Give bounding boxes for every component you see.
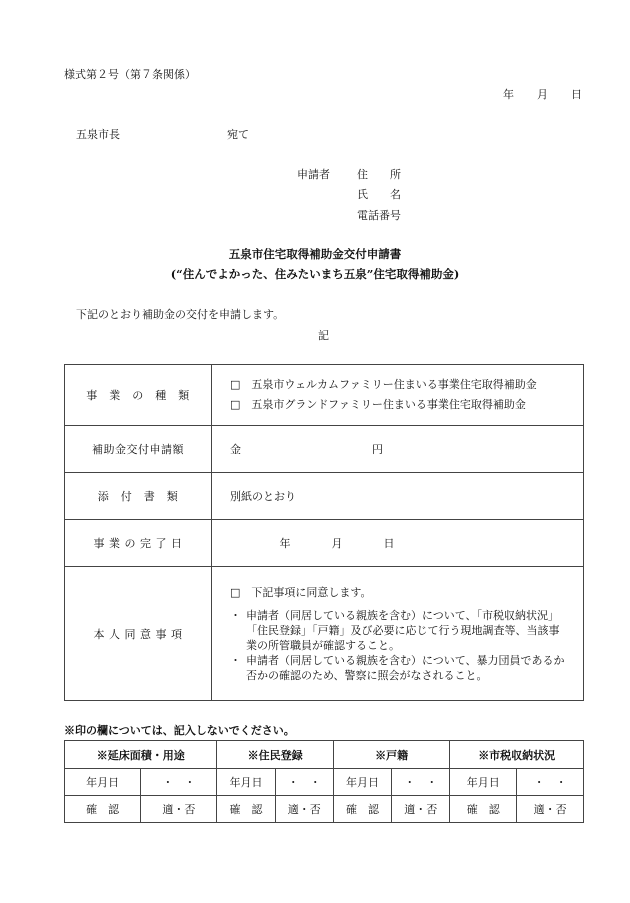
- document-subtitle: (“住んでよかった、住みたいまち五泉”住宅取得補助金): [170, 267, 460, 281]
- option-welcome-family[interactable]: □ 五泉市ウェルカムファミリー住まいる事業住宅取得補助金: [230, 378, 537, 391]
- date-year: 年: [503, 88, 514, 101]
- check-confirm-row: [65, 796, 584, 823]
- header-floor-area: ※延床面積・用途: [65, 741, 217, 769]
- consent-list: [224, 608, 567, 683]
- row-amount: [65, 426, 584, 473]
- header-family-register: ※戸籍: [333, 741, 449, 769]
- completion-year: 年: [279, 537, 291, 550]
- confirm-label: 確 認: [333, 796, 391, 823]
- completion-date-field[interactable]: [212, 520, 584, 567]
- confirm-label: 確 認: [217, 796, 275, 823]
- business-type-label: 事 業 の 種 類: [65, 365, 212, 426]
- date-value: ・ ・: [275, 769, 333, 796]
- amount-label: 補助金交付申請額: [65, 426, 212, 473]
- check-date-row: [65, 769, 584, 796]
- office-check-table: [64, 740, 584, 823]
- completion-month: 月: [331, 537, 343, 550]
- completion-label: 事 業 の 完 了 日: [65, 520, 212, 567]
- form-number: 様式第２号（第７条関係）: [64, 68, 196, 81]
- attachments-label: 添 付 書 類: [65, 473, 212, 520]
- date-value: ・ ・: [141, 769, 217, 796]
- ki-label: 記: [318, 329, 329, 342]
- application-table: [64, 364, 584, 701]
- intro-text: 下記のとおり補助金の交付を申請します。: [76, 308, 285, 321]
- date-day: 日: [571, 88, 582, 101]
- amount-prefix: 金: [230, 443, 241, 456]
- row-completion: [65, 520, 584, 567]
- option-grand-family[interactable]: □ 五泉市グランドファミリー住まいる事業住宅取得補助金: [230, 398, 526, 411]
- addressee-name: 五泉市長: [76, 128, 120, 141]
- confirm-value: 適・否: [392, 796, 450, 823]
- business-type-options: [212, 365, 584, 426]
- consent-checkbox[interactable]: □ 下記事項に同意します。: [230, 586, 372, 599]
- confirm-label: 確 認: [65, 796, 141, 823]
- header-tax-status: ※市税収納状況: [450, 741, 584, 769]
- confirm-label: 確 認: [450, 796, 517, 823]
- applicant-name-label: 氏 名: [357, 188, 401, 201]
- date-label: 年月日: [65, 769, 141, 796]
- attachments-value: 別紙のとおり: [212, 473, 584, 520]
- confirm-value: 適・否: [141, 796, 217, 823]
- consent-body: [212, 567, 584, 701]
- date-label: 年月日: [217, 769, 275, 796]
- completion-day: 日: [383, 537, 395, 550]
- applicant-label: 申請者: [297, 168, 330, 181]
- date-value: ・ ・: [392, 769, 450, 796]
- addressee-suffix: 宛て: [227, 128, 249, 141]
- check-header-row: [65, 741, 584, 769]
- date-label: 年月日: [333, 769, 391, 796]
- office-use-note: ※印の欄については、記入しないでください。: [64, 724, 295, 737]
- date-month: 月: [537, 88, 548, 101]
- row-attachments: [65, 473, 584, 520]
- date-value: ・ ・: [517, 769, 584, 796]
- date-label: 年月日: [450, 769, 517, 796]
- applicant-phone-label: 電話番号: [357, 209, 401, 222]
- consent-item: ・ 申請者（同居している親族を含む）について、暴力団員であるか否かの確認のため、警察に照会がなされること。: [230, 654, 565, 682]
- consent-label: 本 人 同 意 事 項: [65, 567, 212, 701]
- row-consent: [65, 567, 584, 701]
- row-business-type: [65, 365, 584, 426]
- header-resident-registration: ※住民登録: [217, 741, 333, 769]
- consent-item: ・ 申請者（同居している親族を含む）について、「市税収納状況」「住民登録」「戸籍」及び必要に応じて行う現地調査等、当該事業の所管職員が確認すること。: [230, 609, 560, 652]
- amount-unit: 円: [372, 443, 383, 456]
- amount-field[interactable]: [212, 426, 584, 473]
- confirm-value: 適・否: [275, 796, 333, 823]
- confirm-value: 適・否: [517, 796, 584, 823]
- applicant-address-label: 住 所: [357, 168, 401, 181]
- document-title: 五泉市住宅取得補助金交付申請書: [228, 247, 402, 261]
